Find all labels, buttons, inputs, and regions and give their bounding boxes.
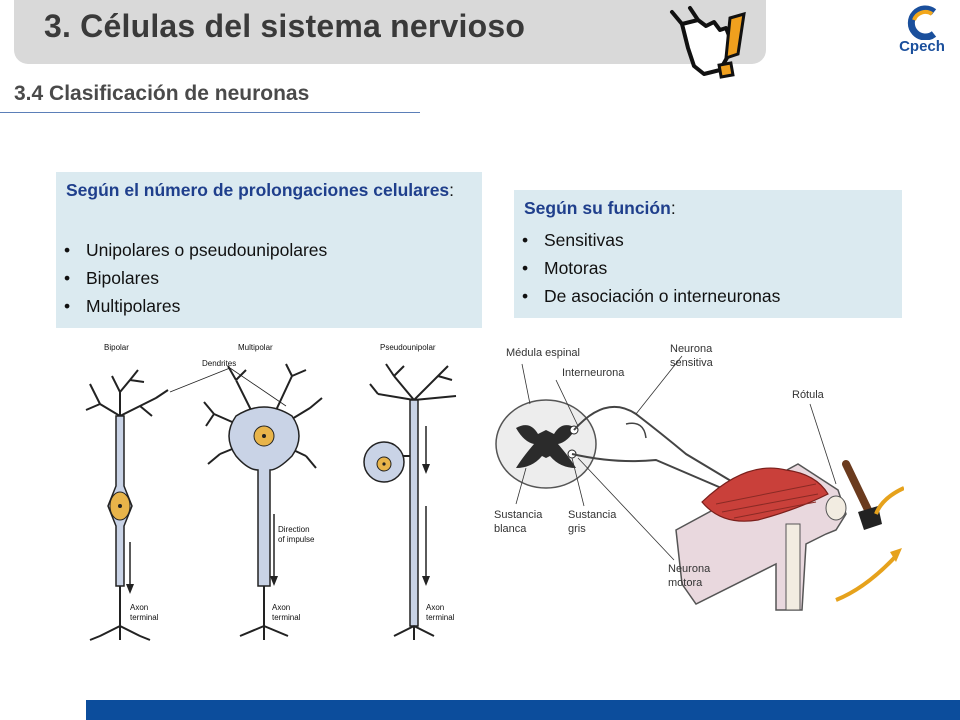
neurona-motora-label-1: Neurona [668,563,711,575]
multipolar-label: Multipolar [238,343,273,352]
sustancia-blanca-label-1: Sustancia [494,509,543,521]
medula-label: Médula espinal [506,347,580,359]
sustancia-gris-label-1: Sustancia [568,509,617,521]
box-heading-text: Según el número de prolongaciones celulares [66,180,450,200]
reflex-hammer [846,464,882,530]
neurona-sensitiva-label-2: sensitiva [670,357,713,369]
pseudounipolar-label: Pseudounipolar [380,343,436,352]
terminal-label: terminal [272,613,301,622]
bipolar-label: Bipolar [104,343,129,352]
impulse-label: of impulse [278,535,315,544]
list-item: • Motoras [514,254,902,282]
dendrites-label: Dendrites [202,359,237,368]
list-item: • Multipolares [56,292,482,320]
classification-by-processes-box [56,172,482,328]
box-heading [524,196,894,220]
pointing-hand-icon [668,4,760,84]
rotula-label: Rótula [792,389,824,401]
list-item: • Unipolares o pseudounipolares [56,236,482,264]
axon-label: Axon [130,603,149,612]
bullet-list [514,226,902,310]
subtitle-underline [0,112,420,113]
spinal-cord-section [496,400,596,488]
box-heading-text: Según su función [524,198,671,218]
classification-by-function-box [514,190,902,318]
box-heading-colon: : [449,180,455,200]
terminal-label: terminal [130,613,159,622]
neurona-motora-label-2: motora [668,577,703,589]
list-item: • Bipolares [56,264,482,292]
neuron-types-figure [60,336,480,648]
bullet-list [56,236,482,320]
sustancia-blanca-label-2: blanca [494,523,527,535]
interneurona-label: Interneurona [562,367,625,379]
direction-label: Direction [278,525,310,534]
reflex-arc-figure [486,334,904,614]
cpech-logo-icon [892,4,952,40]
box-heading-colon: : [670,198,676,218]
box-heading [66,178,466,202]
neurona-sensitiva-label-1: Neurona [670,343,713,355]
terminal-label: terminal [426,613,455,622]
logo-text: Cpech [899,38,945,55]
cpech-logo [892,4,952,60]
section-subtitle: 3.4 Clasificación de neuronas [14,82,310,105]
page-title: 3. Células del sistema nervioso [44,8,526,44]
axon-label: Axon [272,603,291,612]
list-item: • De asociación o interneuronas [514,282,902,310]
sustancia-gris-label-2: gris [568,523,586,535]
footer-bar [86,700,960,720]
list-item: • Sensitivas [514,226,902,254]
axon-label: Axon [426,603,445,612]
